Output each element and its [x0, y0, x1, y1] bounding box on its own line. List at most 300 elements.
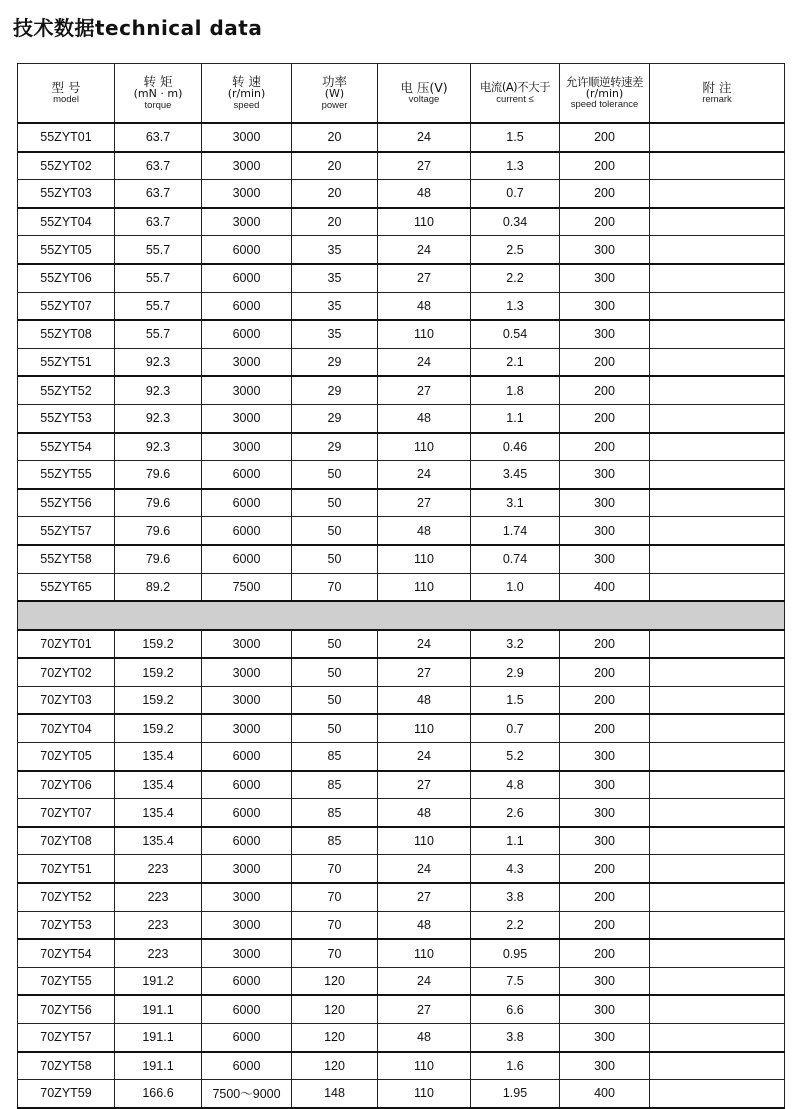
- cell-speed: 6000: [202, 461, 292, 489]
- cell-current: 0.46: [471, 433, 560, 461]
- separator-row: [18, 601, 785, 630]
- table-header-row: [18, 64, 785, 124]
- cell-current: 1.6: [471, 1052, 560, 1080]
- cell-model: 55ZYT54: [18, 433, 115, 461]
- cell-torque: 89.2: [115, 573, 202, 601]
- cell-torque: 55.7: [115, 320, 202, 348]
- cell-speed: 3000: [202, 152, 292, 180]
- cell-power: 20: [292, 123, 378, 152]
- cell-model: 70ZYT04: [18, 714, 115, 742]
- header-speed-tolerance: 允许顺逆转速差 (r/min) speed tolerance: [560, 64, 650, 124]
- cell-power: 70: [292, 883, 378, 911]
- cell-speed: 6000: [202, 517, 292, 545]
- cell-remark: [650, 714, 785, 742]
- table-body-55zyt: [18, 123, 785, 601]
- cell-speed: 3000: [202, 855, 292, 883]
- cell-remark: [650, 855, 785, 883]
- cell-remark: [650, 995, 785, 1023]
- cell-remark: [650, 743, 785, 771]
- table-row: [18, 348, 785, 376]
- cell-speed-tolerance: 300: [560, 995, 650, 1023]
- table-row: [18, 152, 785, 180]
- cell-current: 0.74: [471, 545, 560, 573]
- cell-speed-tolerance: 300: [560, 771, 650, 799]
- cell-current: 1.8: [471, 376, 560, 404]
- cell-speed: 3000: [202, 208, 292, 236]
- cell-model: 70ZYT03: [18, 686, 115, 714]
- cell-torque: 63.7: [115, 123, 202, 152]
- cell-speed-tolerance: 300: [560, 489, 650, 517]
- cell-speed: 6000: [202, 1052, 292, 1080]
- cell-remark: [650, 771, 785, 799]
- cell-current: 1.5: [471, 123, 560, 152]
- cell-speed-tolerance: 300: [560, 461, 650, 489]
- cell-model: 70ZYT56: [18, 995, 115, 1023]
- table-row: [18, 1052, 785, 1080]
- table-row: [18, 630, 785, 659]
- cell-speed: 6000: [202, 236, 292, 264]
- table-row: [18, 517, 785, 545]
- cell-speed-tolerance: 300: [560, 517, 650, 545]
- cell-speed-tolerance: 300: [560, 799, 650, 827]
- cell-voltage: 48: [378, 517, 471, 545]
- cell-power: 35: [292, 264, 378, 292]
- cell-remark: [650, 376, 785, 404]
- cell-torque: 63.7: [115, 208, 202, 236]
- cell-torque: 92.3: [115, 348, 202, 376]
- cell-speed: 6000: [202, 995, 292, 1023]
- cell-speed: 6000: [202, 771, 292, 799]
- cell-model: 55ZYT02: [18, 152, 115, 180]
- cell-model: 70ZYT05: [18, 743, 115, 771]
- cell-current: 0.7: [471, 180, 560, 208]
- table-body-70zyt: [18, 630, 785, 1108]
- cell-power: 85: [292, 771, 378, 799]
- cell-torque: 191.1: [115, 1024, 202, 1052]
- table-row: [18, 714, 785, 742]
- cell-voltage: 110: [378, 545, 471, 573]
- cell-current: 2.1: [471, 348, 560, 376]
- cell-model: 70ZYT51: [18, 855, 115, 883]
- cell-speed-tolerance: 300: [560, 236, 650, 264]
- cell-voltage: 48: [378, 686, 471, 714]
- cell-speed-tolerance: 300: [560, 1052, 650, 1080]
- cell-power: 29: [292, 433, 378, 461]
- cell-remark: [650, 404, 785, 432]
- cell-remark: [650, 883, 785, 911]
- cell-speed: 7500: [202, 573, 292, 601]
- cell-speed: 6000: [202, 1024, 292, 1052]
- cell-model: 70ZYT06: [18, 771, 115, 799]
- cell-torque: 159.2: [115, 630, 202, 659]
- cell-voltage: 24: [378, 236, 471, 264]
- cell-torque: 55.7: [115, 292, 202, 320]
- cell-model: 70ZYT58: [18, 1052, 115, 1080]
- cell-speed-tolerance: 200: [560, 686, 650, 714]
- cell-power: 20: [292, 180, 378, 208]
- cell-remark: [650, 799, 785, 827]
- cell-power: 50: [292, 658, 378, 686]
- header-model: 型 号 model: [18, 64, 115, 124]
- cell-speed: 3000: [202, 433, 292, 461]
- table-row: [18, 292, 785, 320]
- table-row: [18, 404, 785, 432]
- header-remark: 附 注 remark: [650, 64, 785, 124]
- cell-power: 70: [292, 573, 378, 601]
- cell-current: 2.6: [471, 799, 560, 827]
- cell-speed: 6000: [202, 320, 292, 348]
- cell-power: 50: [292, 686, 378, 714]
- cell-current: 0.7: [471, 714, 560, 742]
- cell-current: 5.2: [471, 743, 560, 771]
- cell-current: 0.34: [471, 208, 560, 236]
- cell-model: 55ZYT07: [18, 292, 115, 320]
- cell-model: 70ZYT57: [18, 1024, 115, 1052]
- cell-power: 70: [292, 939, 378, 967]
- table-row: [18, 320, 785, 348]
- cell-voltage: 110: [378, 1052, 471, 1080]
- cell-voltage: 24: [378, 967, 471, 995]
- cell-speed-tolerance: 200: [560, 180, 650, 208]
- cell-model: 55ZYT08: [18, 320, 115, 348]
- cell-speed: 3000: [202, 180, 292, 208]
- cell-current: 2.9: [471, 658, 560, 686]
- cell-speed: 3000: [202, 883, 292, 911]
- cell-speed-tolerance: 200: [560, 404, 650, 432]
- table-row: [18, 461, 785, 489]
- cell-remark: [650, 967, 785, 995]
- cell-voltage: 110: [378, 208, 471, 236]
- cell-speed: 6000: [202, 827, 292, 855]
- cell-speed-tolerance: 300: [560, 967, 650, 995]
- cell-speed-tolerance: 300: [560, 320, 650, 348]
- cell-voltage: 24: [378, 461, 471, 489]
- cell-model: 70ZYT52: [18, 883, 115, 911]
- cell-torque: 223: [115, 855, 202, 883]
- header-current: 电流(A)不大于 current ≤: [471, 64, 560, 124]
- cell-power: 85: [292, 799, 378, 827]
- cell-speed-tolerance: 200: [560, 911, 650, 939]
- cell-speed: 3000: [202, 123, 292, 152]
- cell-torque: 63.7: [115, 152, 202, 180]
- cell-speed: 3000: [202, 714, 292, 742]
- cell-power: 50: [292, 545, 378, 573]
- table-row: [18, 743, 785, 771]
- cell-torque: 191.1: [115, 1052, 202, 1080]
- cell-speed-tolerance: 300: [560, 264, 650, 292]
- cell-speed-tolerance: 200: [560, 208, 650, 236]
- cell-current: 1.1: [471, 827, 560, 855]
- cell-torque: 223: [115, 939, 202, 967]
- cell-remark: [650, 180, 785, 208]
- technical-data-table: [17, 63, 785, 1109]
- table-row: [18, 995, 785, 1023]
- cell-remark: [650, 292, 785, 320]
- cell-torque: 191.1: [115, 995, 202, 1023]
- table-row: [18, 658, 785, 686]
- cell-speed-tolerance: 400: [560, 573, 650, 601]
- cell-model: 70ZYT59: [18, 1080, 115, 1108]
- cell-remark: [650, 1052, 785, 1080]
- cell-voltage: 110: [378, 714, 471, 742]
- cell-current: 1.95: [471, 1080, 560, 1108]
- cell-model: 70ZYT07: [18, 799, 115, 827]
- cell-speed: 3000: [202, 686, 292, 714]
- cell-remark: [650, 630, 785, 659]
- cell-model: 55ZYT52: [18, 376, 115, 404]
- cell-speed-tolerance: 200: [560, 123, 650, 152]
- group-separator: [18, 601, 785, 630]
- cell-speed: 7500～9000: [202, 1080, 292, 1108]
- cell-speed-tolerance: 200: [560, 658, 650, 686]
- cell-speed-tolerance: 200: [560, 348, 650, 376]
- cell-speed: 3000: [202, 348, 292, 376]
- cell-power: 35: [292, 292, 378, 320]
- cell-power: 50: [292, 489, 378, 517]
- cell-power: 120: [292, 995, 378, 1023]
- cell-current: 2.2: [471, 911, 560, 939]
- cell-torque: 135.4: [115, 827, 202, 855]
- table-row: [18, 967, 785, 995]
- cell-remark: [650, 123, 785, 152]
- table-row: [18, 827, 785, 855]
- cell-power: 120: [292, 1024, 378, 1052]
- cell-torque: 55.7: [115, 236, 202, 264]
- table-row: [18, 376, 785, 404]
- cell-current: 1.5: [471, 686, 560, 714]
- cell-torque: 55.7: [115, 264, 202, 292]
- cell-speed: 6000: [202, 292, 292, 320]
- cell-power: 120: [292, 1052, 378, 1080]
- cell-model: 55ZYT65: [18, 573, 115, 601]
- cell-voltage: 24: [378, 630, 471, 659]
- cell-remark: [650, 433, 785, 461]
- cell-speed: 6000: [202, 545, 292, 573]
- cell-power: 29: [292, 348, 378, 376]
- cell-model: 55ZYT57: [18, 517, 115, 545]
- cell-model: 70ZYT55: [18, 967, 115, 995]
- cell-speed-tolerance: 300: [560, 1024, 650, 1052]
- cell-voltage: 27: [378, 771, 471, 799]
- cell-torque: 92.3: [115, 376, 202, 404]
- cell-model: 55ZYT51: [18, 348, 115, 376]
- cell-torque: 159.2: [115, 714, 202, 742]
- cell-current: 1.74: [471, 517, 560, 545]
- cell-voltage: 110: [378, 433, 471, 461]
- cell-model: 70ZYT53: [18, 911, 115, 939]
- cell-current: 3.2: [471, 630, 560, 659]
- table-row: [18, 883, 785, 911]
- cell-speed: 6000: [202, 967, 292, 995]
- cell-current: 0.95: [471, 939, 560, 967]
- table-row: [18, 208, 785, 236]
- cell-model: 55ZYT04: [18, 208, 115, 236]
- cell-model: 55ZYT56: [18, 489, 115, 517]
- cell-power: 29: [292, 404, 378, 432]
- cell-speed-tolerance: 300: [560, 545, 650, 573]
- cell-torque: 63.7: [115, 180, 202, 208]
- cell-power: 70: [292, 911, 378, 939]
- cell-remark: [650, 348, 785, 376]
- cell-speed: 3000: [202, 630, 292, 659]
- cell-torque: 79.6: [115, 545, 202, 573]
- cell-voltage: 27: [378, 995, 471, 1023]
- header-speed: 转 速 (r/min) speed: [202, 64, 292, 124]
- cell-speed-tolerance: 300: [560, 827, 650, 855]
- cell-torque: 92.3: [115, 433, 202, 461]
- cell-current: 4.3: [471, 855, 560, 883]
- cell-model: 70ZYT08: [18, 827, 115, 855]
- cell-speed: 6000: [202, 264, 292, 292]
- cell-speed: 3000: [202, 939, 292, 967]
- cell-voltage: 24: [378, 855, 471, 883]
- cell-voltage: 27: [378, 658, 471, 686]
- table-row: [18, 545, 785, 573]
- cell-voltage: 110: [378, 320, 471, 348]
- cell-model: 55ZYT55: [18, 461, 115, 489]
- cell-power: 50: [292, 630, 378, 659]
- cell-power: 120: [292, 967, 378, 995]
- cell-speed-tolerance: 200: [560, 630, 650, 659]
- cell-model: 55ZYT01: [18, 123, 115, 152]
- table-row: [18, 911, 785, 939]
- cell-remark: [650, 1024, 785, 1052]
- cell-current: 3.8: [471, 883, 560, 911]
- cell-remark: [650, 208, 785, 236]
- cell-remark: [650, 939, 785, 967]
- cell-voltage: 48: [378, 1024, 471, 1052]
- cell-torque: 135.4: [115, 743, 202, 771]
- cell-model: 55ZYT05: [18, 236, 115, 264]
- cell-current: 3.45: [471, 461, 560, 489]
- cell-torque: 135.4: [115, 799, 202, 827]
- cell-remark: [650, 686, 785, 714]
- table-row: [18, 573, 785, 601]
- cell-speed-tolerance: 200: [560, 883, 650, 911]
- cell-voltage: 27: [378, 264, 471, 292]
- cell-power: 35: [292, 320, 378, 348]
- cell-current: 1.1: [471, 404, 560, 432]
- cell-voltage: 48: [378, 799, 471, 827]
- cell-torque: 79.6: [115, 489, 202, 517]
- cell-voltage: 48: [378, 404, 471, 432]
- cell-power: 20: [292, 208, 378, 236]
- cell-model: 55ZYT06: [18, 264, 115, 292]
- cell-remark: [650, 911, 785, 939]
- cell-voltage: 27: [378, 376, 471, 404]
- table-row: [18, 180, 785, 208]
- table-row: [18, 123, 785, 152]
- cell-torque: 92.3: [115, 404, 202, 432]
- cell-remark: [650, 489, 785, 517]
- cell-torque: 166.6: [115, 1080, 202, 1108]
- table-row: [18, 855, 785, 883]
- separator-cell: [18, 601, 785, 630]
- cell-power: 29: [292, 376, 378, 404]
- cell-speed: 3000: [202, 404, 292, 432]
- cell-power: 70: [292, 855, 378, 883]
- cell-remark: [650, 264, 785, 292]
- cell-voltage: 24: [378, 348, 471, 376]
- cell-speed: 6000: [202, 743, 292, 771]
- cell-power: 20: [292, 152, 378, 180]
- cell-voltage: 24: [378, 123, 471, 152]
- table-row: [18, 489, 785, 517]
- cell-power: 50: [292, 461, 378, 489]
- cell-speed-tolerance: 200: [560, 855, 650, 883]
- cell-speed: 3000: [202, 376, 292, 404]
- cell-current: 1.3: [471, 292, 560, 320]
- table-row: [18, 1024, 785, 1052]
- cell-voltage: 27: [378, 489, 471, 517]
- cell-current: 4.8: [471, 771, 560, 799]
- cell-remark: [650, 320, 785, 348]
- table-row: [18, 799, 785, 827]
- cell-remark: [650, 152, 785, 180]
- header-torque: 转 矩 (mN · m) torque: [115, 64, 202, 124]
- cell-model: 55ZYT58: [18, 545, 115, 573]
- cell-current: 1.3: [471, 152, 560, 180]
- cell-power: 85: [292, 827, 378, 855]
- cell-voltage: 110: [378, 827, 471, 855]
- cell-speed-tolerance: 200: [560, 433, 650, 461]
- header-power: 功率 (W) power: [292, 64, 378, 124]
- cell-speed-tolerance: 200: [560, 939, 650, 967]
- cell-model: 70ZYT02: [18, 658, 115, 686]
- table-row: [18, 264, 785, 292]
- cell-torque: 191.2: [115, 967, 202, 995]
- cell-torque: 135.4: [115, 771, 202, 799]
- table-row: [18, 433, 785, 461]
- cell-speed: 6000: [202, 489, 292, 517]
- cell-model: 70ZYT01: [18, 630, 115, 659]
- cell-voltage: 110: [378, 573, 471, 601]
- cell-speed-tolerance: 300: [560, 743, 650, 771]
- cell-model: 55ZYT53: [18, 404, 115, 432]
- cell-remark: [650, 517, 785, 545]
- cell-speed: 3000: [202, 911, 292, 939]
- cell-voltage: 48: [378, 180, 471, 208]
- cell-remark: [650, 658, 785, 686]
- table-row: [18, 939, 785, 967]
- cell-torque: 79.6: [115, 517, 202, 545]
- cell-current: 6.6: [471, 995, 560, 1023]
- cell-power: 148: [292, 1080, 378, 1108]
- cell-current: 0.54: [471, 320, 560, 348]
- cell-speed-tolerance: 300: [560, 292, 650, 320]
- cell-power: 35: [292, 236, 378, 264]
- cell-current: 3.1: [471, 489, 560, 517]
- cell-remark: [650, 236, 785, 264]
- cell-power: 50: [292, 714, 378, 742]
- cell-current: 1.0: [471, 573, 560, 601]
- cell-current: 7.5: [471, 967, 560, 995]
- cell-torque: 223: [115, 883, 202, 911]
- cell-speed: 3000: [202, 658, 292, 686]
- header-voltage: 电 压(V) voltage: [378, 64, 471, 124]
- cell-speed-tolerance: 200: [560, 714, 650, 742]
- cell-remark: [650, 461, 785, 489]
- cell-remark: [650, 573, 785, 601]
- cell-speed: 6000: [202, 799, 292, 827]
- cell-voltage: 48: [378, 911, 471, 939]
- cell-current: 3.8: [471, 1024, 560, 1052]
- page-title: 技术数据technical data: [13, 16, 263, 40]
- cell-voltage: 48: [378, 292, 471, 320]
- cell-torque: 159.2: [115, 658, 202, 686]
- cell-torque: 223: [115, 911, 202, 939]
- cell-speed-tolerance: 400: [560, 1080, 650, 1108]
